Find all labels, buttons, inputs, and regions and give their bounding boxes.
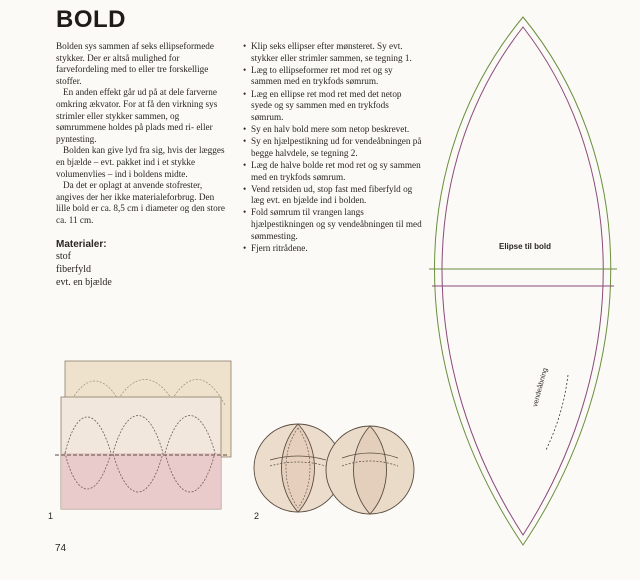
step-item: • Læg de halve bolde ret mod ret og sy sammen med en trykfods sømrum. (243, 160, 423, 183)
steps-list (243, 41, 423, 254)
step-item: • Læg en ellipse ret mod ret med det netop syede og sy sammen med en trykfods sømrum. (243, 89, 423, 124)
steps-column (243, 41, 423, 255)
step-item: • Vend retsiden ud, stop fast med fiberfyld og læg evt. en bjælde ind i bolden. (243, 184, 423, 207)
page-number: 74 (55, 543, 67, 554)
opening-stitch-line (546, 375, 568, 450)
materials-item: evt. en bjælde (56, 277, 112, 289)
page-title: BOLD (56, 6, 126, 33)
step-item: • Sy en halv bold mere som netop beskrevet. (243, 124, 423, 136)
intro-paragraph: Da det er oplagt at anvende stofrester, angives der her ikke materialeforbrug. Den lille bold er ca. 8,5 cm i diameter og den store ca. 11 cm. (56, 180, 225, 225)
step-item: • Fold sømrum til vrangen langs hjælpestikningen og sy vendeåbningen til med sømmesting. (243, 207, 423, 242)
materials-heading: Materialer: (56, 238, 107, 250)
pattern-outer-outline (435, 17, 611, 545)
step-item: • Læg to ellipseformer ret mod ret og sy sammen med en trykfods sømrum. (243, 65, 423, 88)
intro-paragraph: En anden effekt går ud på at dele farverne omkring ækvator. For at få den virkning sys strimler eller stykker sammen, og sømrummene holdes på plads med ri- eller pyntesting. (56, 87, 218, 144)
pattern-inner-outline (442, 27, 603, 535)
step-item: • Klip seks ellipser efter mønsteret. Sy evt. stykker eller strimler sammen, se tegning 1. (243, 41, 423, 64)
pattern-label: Elipse til bold (499, 242, 552, 251)
figure-2-drawing (250, 408, 430, 528)
intro-column (56, 41, 228, 289)
intro-paragraph: Bolden sys sammen af seks ellipseformede stykker. Der er altså mulighed for farvefordeling med to eller tre forskellige stoffer. (56, 41, 214, 86)
materials-list (56, 250, 228, 289)
figure-1-number: 1 (48, 511, 54, 521)
materials-item: fiberfyld (56, 264, 91, 276)
opening-label: vendeåbning (532, 367, 550, 408)
intro-paragraph: Bolden kan give lyd fra sig, hvis der lægges en bjælde – evt. pakket ind i et stykke volumenvlies – ind i boldens midte. (56, 145, 225, 179)
step-item: • Sy en hjælpestikning ud for vendeåbningen på begge halvdele, se tegning 2. (243, 136, 423, 159)
step-item: • Fjern ritrådene. (243, 243, 423, 255)
materials-item: stof (56, 251, 71, 263)
fabric-pink-strip (61, 453, 221, 509)
figure-2-number: 2 (254, 511, 260, 521)
figure-1-drawing (55, 355, 245, 515)
